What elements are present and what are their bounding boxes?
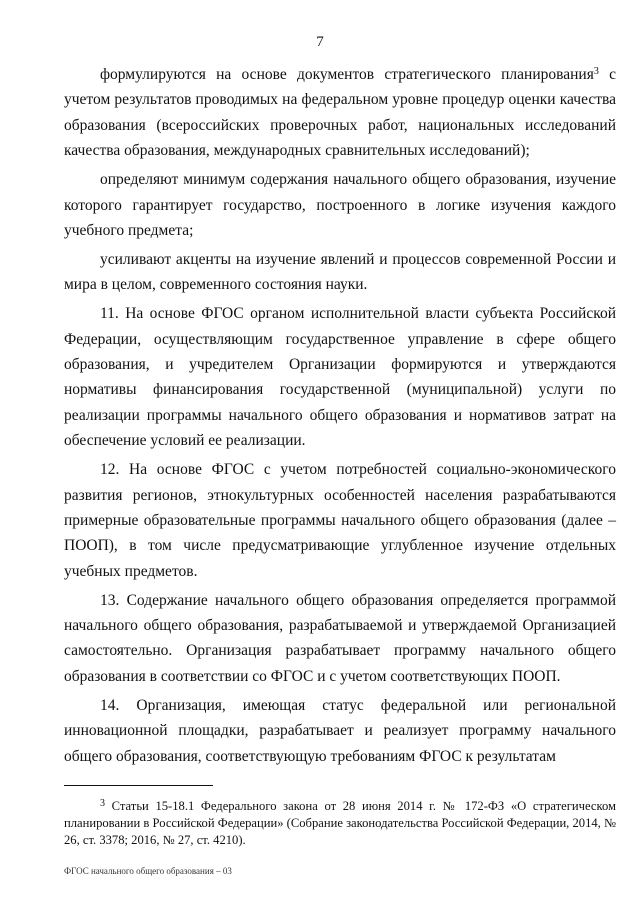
paragraph: определяют минимум содержания начального общего образования, изучение которого гарантирует государство, построенного в логике изучения каждого учебного предмета;	[64, 171, 616, 239]
footnote-reference: 3	[593, 66, 599, 77]
footnote-text: Статьи 15-18.1 Федерального закона от 28 июня 2014 г. № 172-ФЗ «О стратегическом планировании в Российской Федерации» (Собрание законодательства Российской Федерации, 2014, № 26, ст. 3378; 2016, № 27, ст. 4210).	[64, 799, 616, 848]
paragraph: усиливают акценты на изучение явлений и процессов современной России и мира в целом, современного состояния науки.	[64, 250, 616, 294]
page-number: 7	[316, 34, 324, 50]
footnote	[64, 798, 616, 850]
paragraph-text: формулируются на основе документов стратегического планирования	[100, 66, 594, 83]
paragraph-13: 13. Содержание начального общего образования определяется программой начального общего образования, разрабатываемой и утверждаемой Организацией самостоятельно. Организация разрабатывает программу начального общего образования в соответствии со ФГОС и с учетом соответствующих ПООП.	[64, 591, 616, 685]
footnote-divider	[64, 785, 213, 786]
paragraph-11: 11. На основе ФГОС органом исполнительной власти субъекта Российской Федерации, осуществляющим государственное управление в сфере общего образования, и учредителем Организации формируются и утверждаются нормативы финансирования государственной (муниципальной) услуги по реализации программы начального общего образования и нормативов затрат на обеспечение условий ее реализации.	[64, 305, 616, 450]
paragraph-text-continuation: с учетом результатов проводимых на федеральном уровне процедур оценки качества образования (всероссийских проверочных работ, национальных исследований качества образования, международных сравнительных исследований);	[64, 66, 616, 160]
paragraph-continuation	[64, 62, 616, 164]
footnote-marker: 3	[100, 798, 105, 809]
body-text	[64, 62, 616, 772]
paragraph-14: 14. Организация, имеющая статус федеральной или региональной инновационной площадки, разрабатывает и реализует программу начального общего образования, соответствующую требованиям ФГОС к результатам	[64, 696, 616, 765]
paragraph-12: 12. На основе ФГОС с учетом потребностей социально-экономического развития регионов, этнокультурных особенностей населения разрабатываются примерные образовательные программы начального общего образования (далее – ПООП), в том числе предусматривающие углубленное изучение отдельных учебных предметов.	[64, 461, 616, 580]
page-footer: ФГОС начального общего образования – 03	[64, 866, 232, 876]
